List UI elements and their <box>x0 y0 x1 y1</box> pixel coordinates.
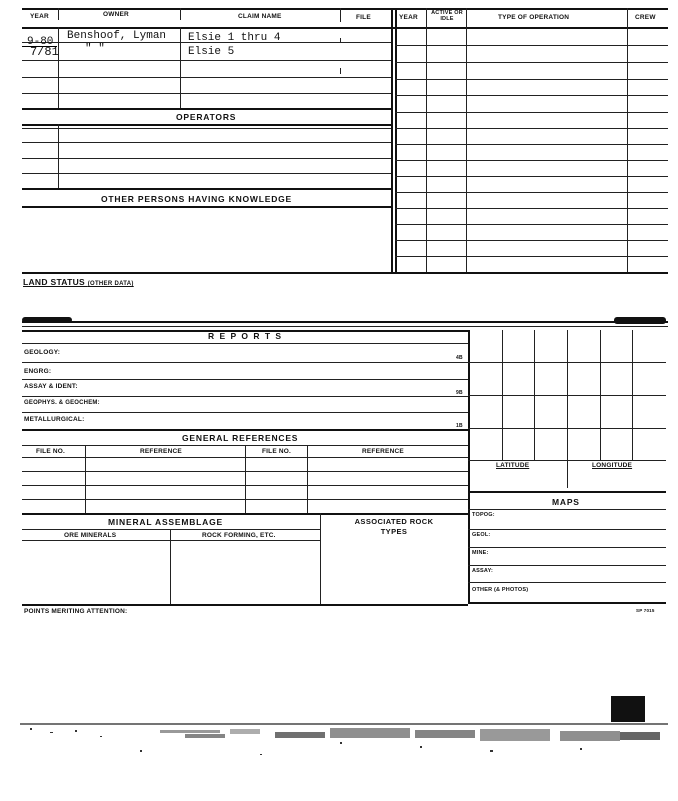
header-year: YEAR <box>30 13 49 20</box>
row2-claim: Elsie 5 <box>188 46 235 58</box>
ref-header-reference-2: REFERENCE <box>362 448 404 455</box>
row1-owner: Benshoof, Lyman <box>67 30 167 42</box>
report-metallurgical: METALLURGICAL: <box>24 416 85 423</box>
form-number-98: 9B <box>456 390 463 396</box>
points-meriting-attention-label: POINTS MERITING ATTENTION: <box>24 608 128 615</box>
header-crew: CREW <box>635 14 656 21</box>
land-status-sub: (OTHER DATA) <box>87 281 134 287</box>
scan-noise-graphic <box>20 720 668 770</box>
maps-topog: TOPOG: <box>472 512 495 518</box>
land-status-label: LAND STATUS <box>23 277 86 287</box>
maps-other: OTHER (& PHOTOS) <box>472 587 529 593</box>
header-active-idle: ACTIVE OR IDLE <box>431 10 463 22</box>
maps-title: MAPS <box>552 497 580 507</box>
scan-dark-square <box>611 696 645 722</box>
ref-header-file-2: FILE NO. <box>262 448 292 455</box>
row1-year: 9-80 <box>27 36 54 48</box>
header-claim-name: CLAIM NAME <box>238 13 282 20</box>
rock-forming-label: ROCK FORMING, ETC. <box>202 532 276 539</box>
ref-header-file-1: FILE NO. <box>36 448 66 455</box>
general-references-title: GENERAL REFERENCES <box>182 433 299 443</box>
header-owner: OWNER <box>103 11 129 18</box>
row2-owner: " " <box>85 43 105 55</box>
other-persons-title: OTHER PERSONS HAVING KNOWLEDGE <box>101 194 293 204</box>
form-number-48: 4B <box>456 355 463 361</box>
longitude-label: LONGITUDE <box>592 462 633 469</box>
header-file: FILE <box>356 14 371 21</box>
associated-rock-types-label: ASSOCIATED ROCK TYPES <box>354 517 434 536</box>
latitude-label: LATITUDE <box>496 462 530 469</box>
operators-title: OPERATORS <box>176 112 237 122</box>
row1-claim: Elsie 1 thru 4 <box>188 32 281 44</box>
header-year-2: YEAR <box>399 14 418 21</box>
maps-assay: ASSAY: <box>472 568 494 574</box>
land-status-title <box>23 277 134 287</box>
ref-header-reference-1: REFERENCE <box>140 448 182 455</box>
maps-geol: GEOL: <box>472 532 491 538</box>
report-geology: GEOLOGY: <box>24 349 61 356</box>
report-engrg: ENGRG: <box>24 368 52 375</box>
scan-noise-band <box>20 720 668 770</box>
report-assay: ASSAY & IDENT: <box>24 383 78 390</box>
report-geophys: GEOPHYS. & GEOCHEM: <box>24 400 100 406</box>
reports-title: R E P O R T S <box>208 331 283 341</box>
form-number-18: 1B <box>456 423 463 429</box>
mineral-assemblage-title: MINERAL ASSEMBLAGE <box>108 517 223 527</box>
ore-minerals-label: ORE MINERALS <box>64 532 117 539</box>
maps-mine: MINE: <box>472 550 489 556</box>
row2-year: 7/81 <box>30 45 59 59</box>
form-code: SP 7015 <box>636 608 655 613</box>
header-type-of-operation: TYPE OF OPERATION <box>498 14 570 21</box>
